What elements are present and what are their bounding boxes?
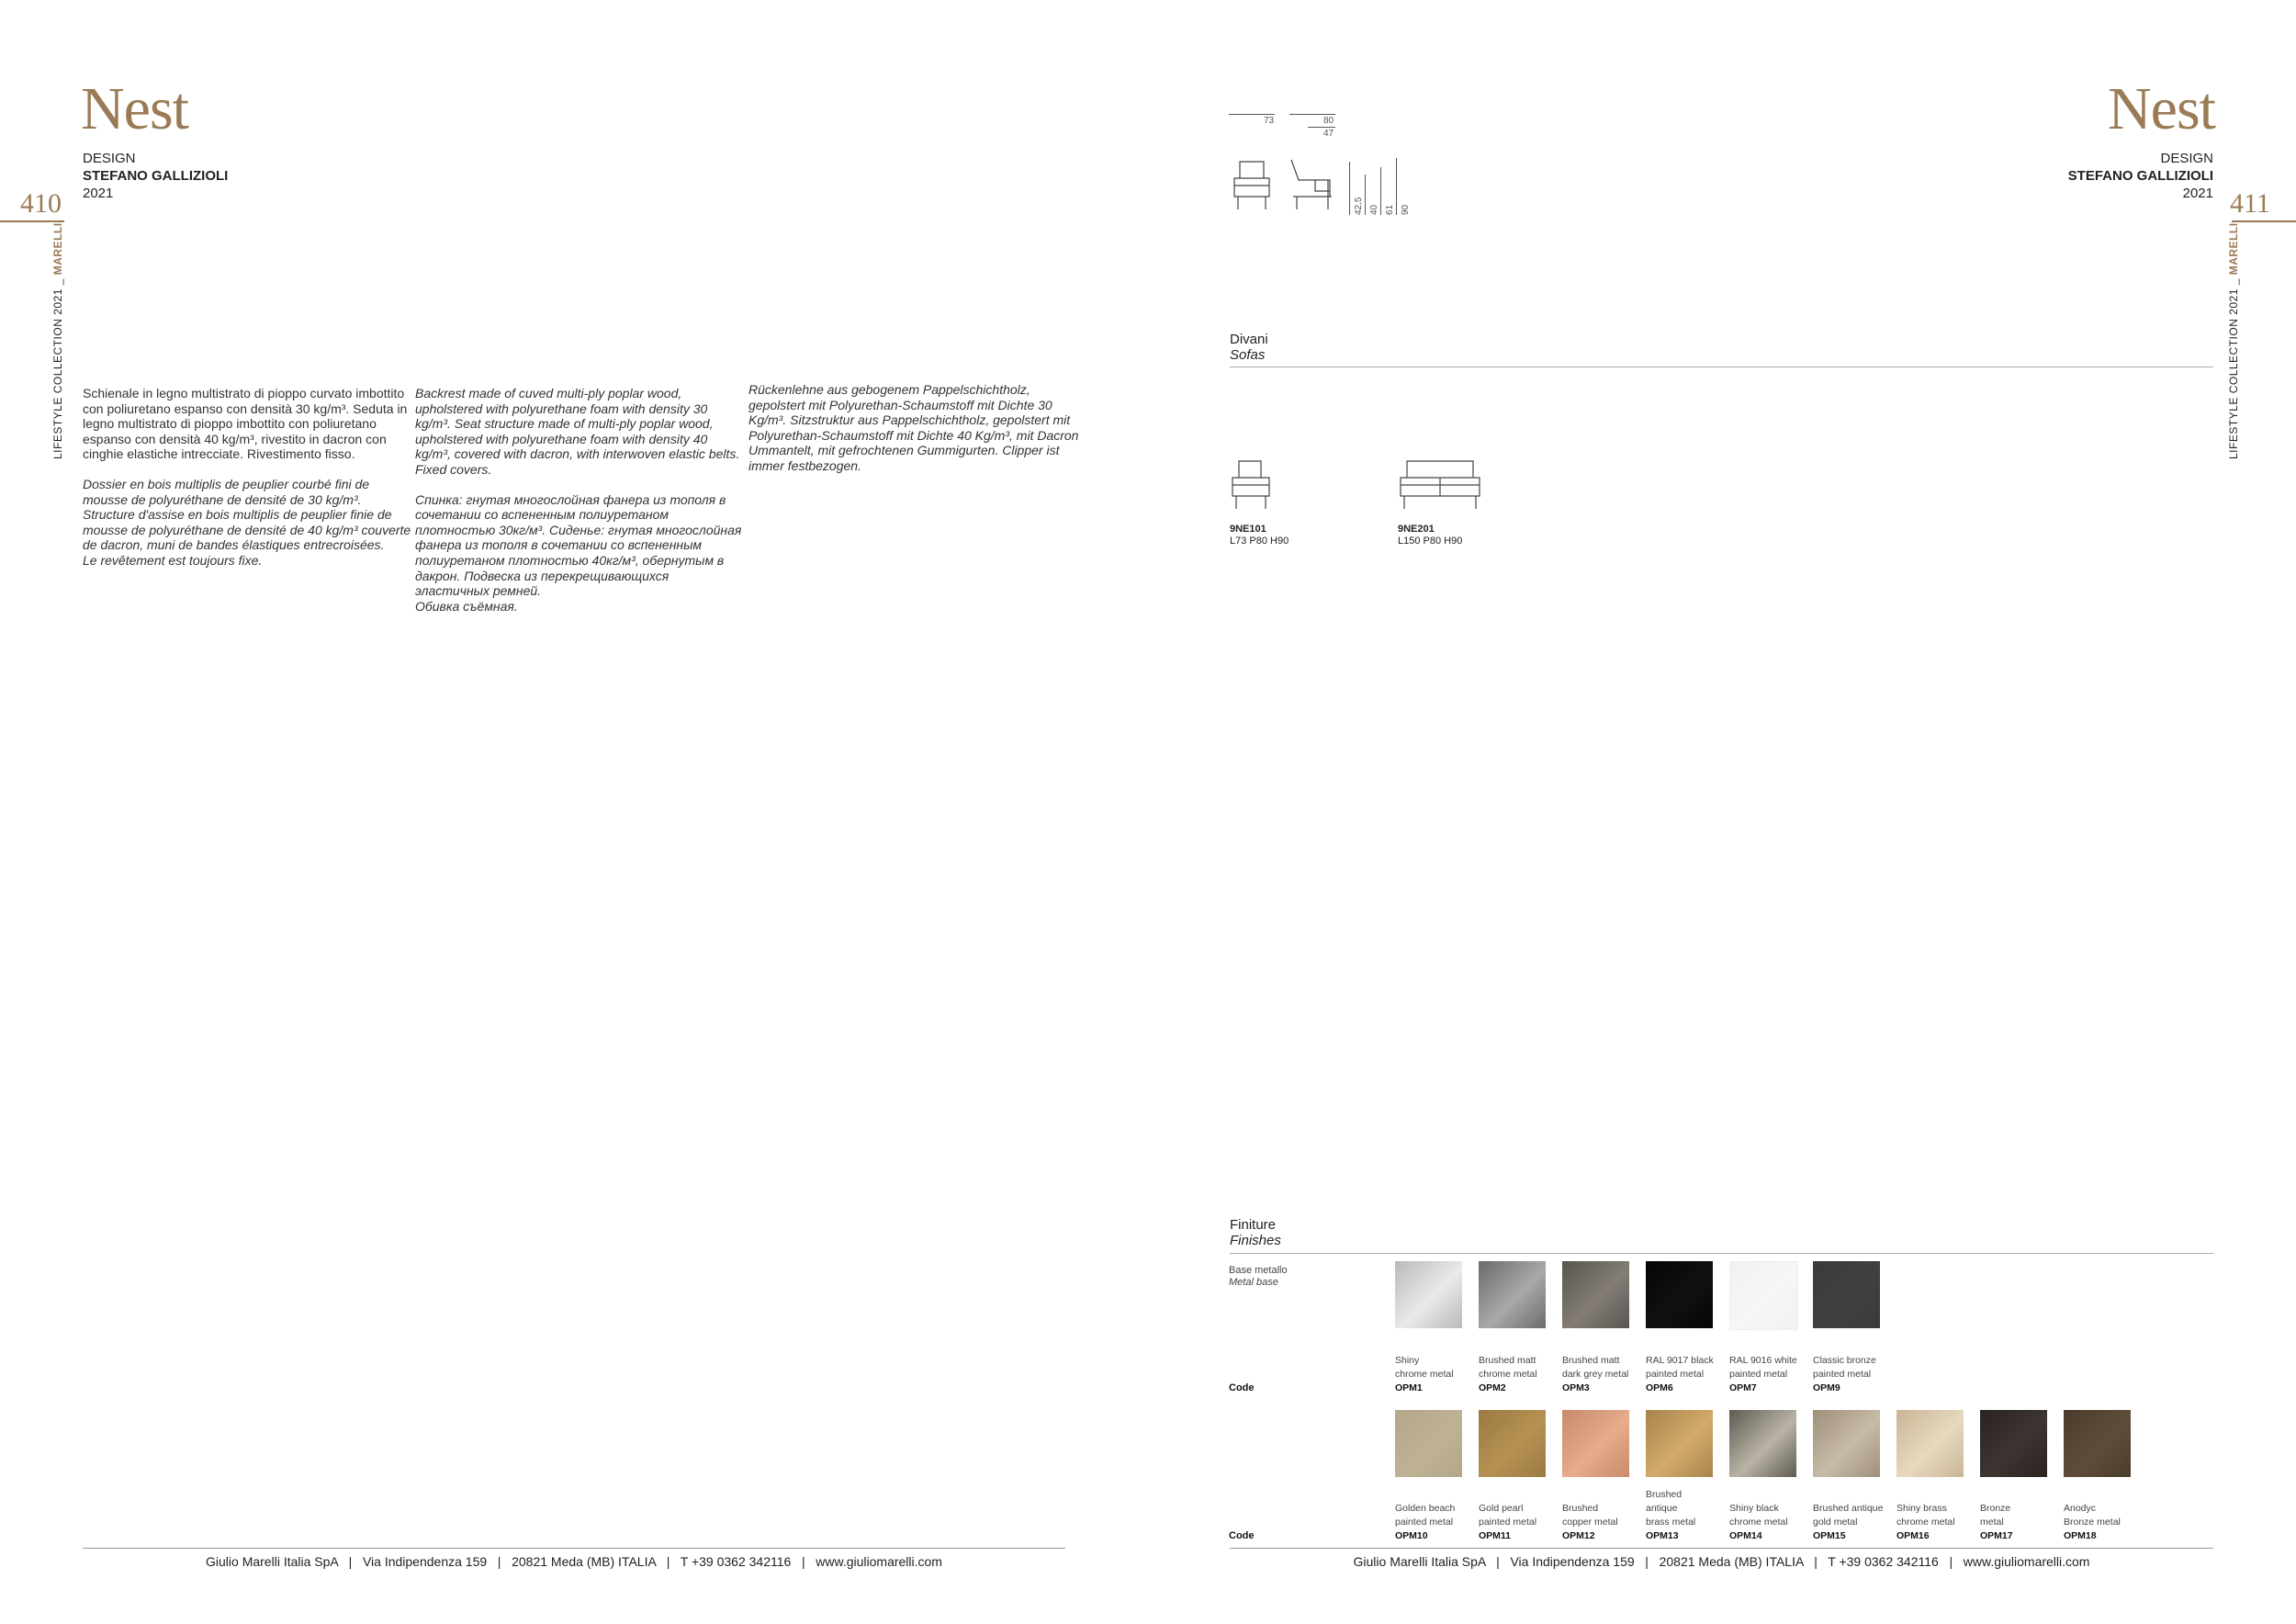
text-english: Backrest made of cuved multi-ply poplar wood, upholstered with polyurethane foam with density 30 kg/m³. Seat structure made of multi-ply poplar wood, upholstered with polyurethane foam with density 40 kg/m³, covered with dacron, with interwoven elastic belts. Fixed covers. (415, 386, 740, 477)
finish-swatch-opm16 (1896, 1410, 1964, 1477)
right-design-block (2068, 150, 2213, 202)
finish-label-line: antique (1646, 1503, 1678, 1514)
finish-label-line (1729, 1488, 1803, 1502)
collection-label: LIFESTYLE COLLECTION 2021 _ (51, 275, 64, 459)
finish-code: OPM18 (2064, 1530, 2097, 1541)
text-italian: Schienale in legno multistrato di pioppo curvato imbottito con poliuretano espanso con densità 30 kg/m³. Seduta in legno multistrato di pioppo imbottito con poliuretano espanso con densità 40 kg/m³, rivestito in dacron con cinghie elastiche intrecciate. Rivestimento fisso. (83, 386, 408, 462)
design-year: 2021 (2182, 186, 2213, 201)
finishes-heading (1230, 1217, 1281, 1248)
finish-label-opm17 (1980, 1488, 2054, 1543)
right-side-caption (2227, 222, 2240, 459)
left-page-title: Nest (81, 75, 188, 142)
finish-label-opm1 (1395, 1354, 1469, 1395)
finish-swatch-opm17 (1980, 1410, 2047, 1477)
collection-label: LIFESTYLE COLLECTION 2021 _ (2227, 275, 2240, 459)
depth-dimension: 80 (1323, 116, 1334, 126)
depth-dimension-line (1289, 114, 1335, 115)
finish-label-line: Bronze metal (2064, 1517, 2121, 1528)
finish-label-line: RAL 9017 black (1646, 1355, 1714, 1366)
finish-swatch-opm6 (1646, 1261, 1713, 1328)
product-9ne101 (1230, 524, 1289, 547)
finish-swatch-opm1 (1395, 1261, 1462, 1328)
text-column-italian-french (83, 386, 413, 583)
height-dimension-line-2 (1365, 175, 1366, 215)
right-page-number: 411 (2230, 188, 2270, 219)
finish-label-opm7 (1729, 1354, 1803, 1395)
finish-swatch-opm14 (1729, 1410, 1796, 1477)
finish-code: OPM16 (1896, 1530, 1930, 1541)
left-footer: Giulio Marelli Italia SpA | Via Indipendenza 159 | 20821 Meda (MB) ITALIA | T +39 0362 342116 | www.giuliomarelli.com (206, 1554, 942, 1569)
brand-label: MARELLI (2227, 222, 2240, 276)
design-label: DESIGN (2160, 151, 2213, 166)
brand-label: MARELLI (51, 222, 64, 276)
code-label-row2: Code (1229, 1530, 1255, 1541)
height-dimension-lines (1349, 162, 1350, 215)
finish-swatch-opm3 (1562, 1261, 1629, 1328)
right-footer: Giulio Marelli Italia SpA | Via Indipendenza 159 | 20821 Meda (MB) ITALIA | T +39 0362 342116 | www.giuliomarelli.com (1353, 1554, 2090, 1569)
width-dimension: 73 (1264, 116, 1275, 126)
finish-label-line: Golden beach (1395, 1503, 1456, 1514)
finishes-title: Finiture (1230, 1217, 1277, 1233)
finish-label-line: Brushed antique (1813, 1503, 1884, 1514)
finish-label-line: Brushed matt (1562, 1355, 1620, 1366)
sofas-heading (1230, 332, 1268, 363)
finish-label-line: chrome metal (1896, 1517, 1955, 1528)
height-dimension-line-3 (1380, 167, 1381, 215)
text-french: Dossier en bois multiplis de peuplier courbé fini de mousse de polyuréthane de densité de 30 kg/m³. Structure d'assise en bois multiplis de peuplier finie de mousse de polyuréthane de densité de 40 kg/m³ couverte de dacron, muni de bandes élastiques entrecroisées. (83, 476, 411, 553)
text-german: Rückenlehne aus gebogenem Pappelschichtholz, gepolstert mit Polyurethan-Schaumstoff mit Dichte 30 Kg/m³. Sitzstruktur aus Pappelschichtholz, gepolstert mit Polyurethan-Schaumstoff mit Dichte 40 Kg/m³, mit Dacron Ummantelt, mit gefrochtenen Gummigurten. Clipper ist immer festbezogen. (748, 382, 1079, 473)
dimension-drawings (1229, 110, 1440, 220)
finish-label-line (1562, 1488, 1636, 1502)
product-9ne201-drawing (1398, 459, 1482, 511)
right-footer-rule (1230, 1548, 2213, 1549)
finish-code: OPM14 (1729, 1530, 1762, 1541)
finish-label-line: copper metal (1562, 1517, 1618, 1528)
finish-label-line (1896, 1488, 1970, 1502)
finish-label-line: chrome metal (1395, 1369, 1454, 1380)
text-french-2: Le revêtement est toujours fixe. (83, 552, 263, 568)
text-russian-2: Обивка съёмная. (415, 598, 518, 614)
finish-code: OPM17 (1980, 1530, 2013, 1541)
seat-depth-dimension-line (1308, 127, 1335, 128)
armchair-front-drawing (1231, 158, 1275, 213)
finish-label-line: painted metal (1813, 1369, 1872, 1380)
finish-label-line: gold metal (1813, 1517, 1858, 1528)
finish-label-opm16 (1896, 1488, 1970, 1543)
finish-label-line: Anodyc (2064, 1503, 2097, 1514)
sofas-subtitle: Sofas (1230, 347, 1266, 363)
finish-swatch-opm11 (1479, 1410, 1546, 1477)
finish-label-line: Shiny (1395, 1355, 1420, 1366)
finish-code: OPM12 (1562, 1530, 1595, 1541)
finish-label-line: Classic bronze (1813, 1355, 1876, 1366)
finish-label-opm6 (1646, 1354, 1719, 1395)
height-dimension-line-4 (1396, 158, 1397, 215)
finish-label-line: dark grey metal (1562, 1369, 1629, 1380)
design-year: 2021 (83, 186, 114, 201)
finish-label-opm3 (1562, 1354, 1636, 1395)
product-9ne101-drawing (1230, 459, 1272, 511)
left-design-block (83, 150, 228, 202)
designer-name: STEFANO GALLIZIOLI (83, 168, 229, 184)
finish-code: OPM1 (1395, 1382, 1423, 1393)
finish-swatch-opm9 (1813, 1261, 1880, 1328)
finish-label-line (2064, 1488, 2137, 1502)
finish-code: OPM11 (1479, 1530, 1512, 1541)
designer-name: STEFANO GALLIZIOLI (2067, 168, 2213, 184)
base-label-it: Base metallo (1229, 1265, 1288, 1276)
finish-code: OPM6 (1646, 1382, 1673, 1393)
text-russian: Спинка: гнутая многослойная фанера из тополя в сочетании со вспененным полиуретаном плотностью 30кг/м³. Сиденье: гнутая многослойная фанера из тополя в сочетании со вспененным полиуретаном плотностью 40кг/м³, обернутым в дакрон. Подвеска из перекрещивающихся эластичных ремней. (415, 491, 742, 599)
finish-label-opm2 (1479, 1354, 1552, 1395)
finish-label-line: painted metal (1479, 1517, 1537, 1528)
finish-label-line (1479, 1488, 1552, 1502)
finish-label-opm11 (1479, 1488, 1552, 1543)
base-label (1229, 1265, 1288, 1289)
seat-depth-dimension: 47 (1323, 129, 1334, 139)
text-column-german (748, 382, 1079, 489)
sofas-title: Divani (1230, 332, 1268, 347)
finish-label-opm9 (1813, 1354, 1886, 1395)
design-label: DESIGN (83, 151, 136, 166)
finish-label-line: Gold pearl (1479, 1503, 1524, 1514)
finish-label-opm13 (1646, 1488, 1719, 1543)
finish-swatch-opm7 (1729, 1261, 1798, 1330)
finish-label-line (1980, 1488, 2054, 1502)
finishes-rule (1230, 1253, 2213, 1254)
finish-label-opm10 (1395, 1488, 1469, 1543)
finish-code: OPM10 (1395, 1530, 1428, 1541)
finish-label-line: Shiny brass (1896, 1503, 1947, 1514)
product-dims: L73 P80 H90 (1230, 536, 1289, 547)
width-dimension-line (1229, 114, 1275, 115)
armchair-side-drawing (1288, 158, 1335, 213)
product-dims: L150 P80 H90 (1398, 536, 1463, 547)
left-footer-rule (83, 1548, 1065, 1549)
finish-code: OPM3 (1562, 1382, 1590, 1393)
finish-code: OPM7 (1729, 1382, 1757, 1393)
finish-label-line: metal (1980, 1517, 2004, 1528)
finish-swatch-opm10 (1395, 1410, 1462, 1477)
finish-swatch-opm12 (1562, 1410, 1629, 1477)
text-column-english-russian (415, 386, 746, 628)
finish-label-line: RAL 9016 white (1729, 1355, 1797, 1366)
height-dimension-2: 40 (1369, 204, 1379, 215)
finish-label-opm18 (2064, 1488, 2137, 1543)
finish-swatch-opm18 (2064, 1410, 2131, 1477)
right-page-number-rule (2232, 220, 2296, 222)
finish-swatch-opm2 (1479, 1261, 1546, 1328)
code-label-row1: Code (1229, 1382, 1255, 1393)
finish-label-line: painted metal (1646, 1369, 1705, 1380)
product-code: 9NE201 (1398, 524, 1435, 535)
height-dimension-4: 90 (1401, 204, 1411, 215)
finish-label-line: brass metal (1646, 1517, 1696, 1528)
finishes-subtitle: Finishes (1230, 1233, 1281, 1248)
height-dimension-3: 61 (1385, 204, 1395, 215)
finish-code: OPM2 (1479, 1382, 1506, 1393)
finish-label-opm12 (1562, 1488, 1636, 1543)
finish-label-line: Bronze (1980, 1503, 2011, 1514)
finish-label-line: painted metal (1395, 1517, 1454, 1528)
right-page-title: Nest (2108, 75, 2215, 142)
finish-label-opm14 (1729, 1488, 1803, 1543)
left-page-number: 410 (20, 188, 62, 219)
finish-swatch-opm15 (1813, 1410, 1880, 1477)
finish-label-line: Brushed (1562, 1503, 1599, 1514)
height-dimension-1: 42,5 (1354, 197, 1364, 215)
finish-label-line: painted metal (1729, 1369, 1788, 1380)
product-9ne201 (1398, 524, 1462, 547)
finish-code: OPM15 (1813, 1530, 1846, 1541)
finish-label-line: Brushed (1646, 1489, 1683, 1500)
finish-label-line: Brushed matt (1479, 1355, 1536, 1366)
finish-code: OPM9 (1813, 1382, 1840, 1393)
finish-label-line: chrome metal (1729, 1517, 1788, 1528)
product-code: 9NE101 (1230, 524, 1266, 535)
finish-label-line: chrome metal (1479, 1369, 1537, 1380)
finish-label-opm15 (1813, 1488, 1886, 1543)
left-side-caption (51, 222, 64, 459)
finish-label-line: Shiny black (1729, 1503, 1779, 1514)
base-label-en: Metal base (1229, 1277, 1278, 1288)
finish-label-line (1813, 1488, 1886, 1502)
finish-code: OPM13 (1646, 1530, 1679, 1541)
finish-swatch-opm13 (1646, 1410, 1713, 1477)
finish-label-line (1395, 1488, 1469, 1502)
